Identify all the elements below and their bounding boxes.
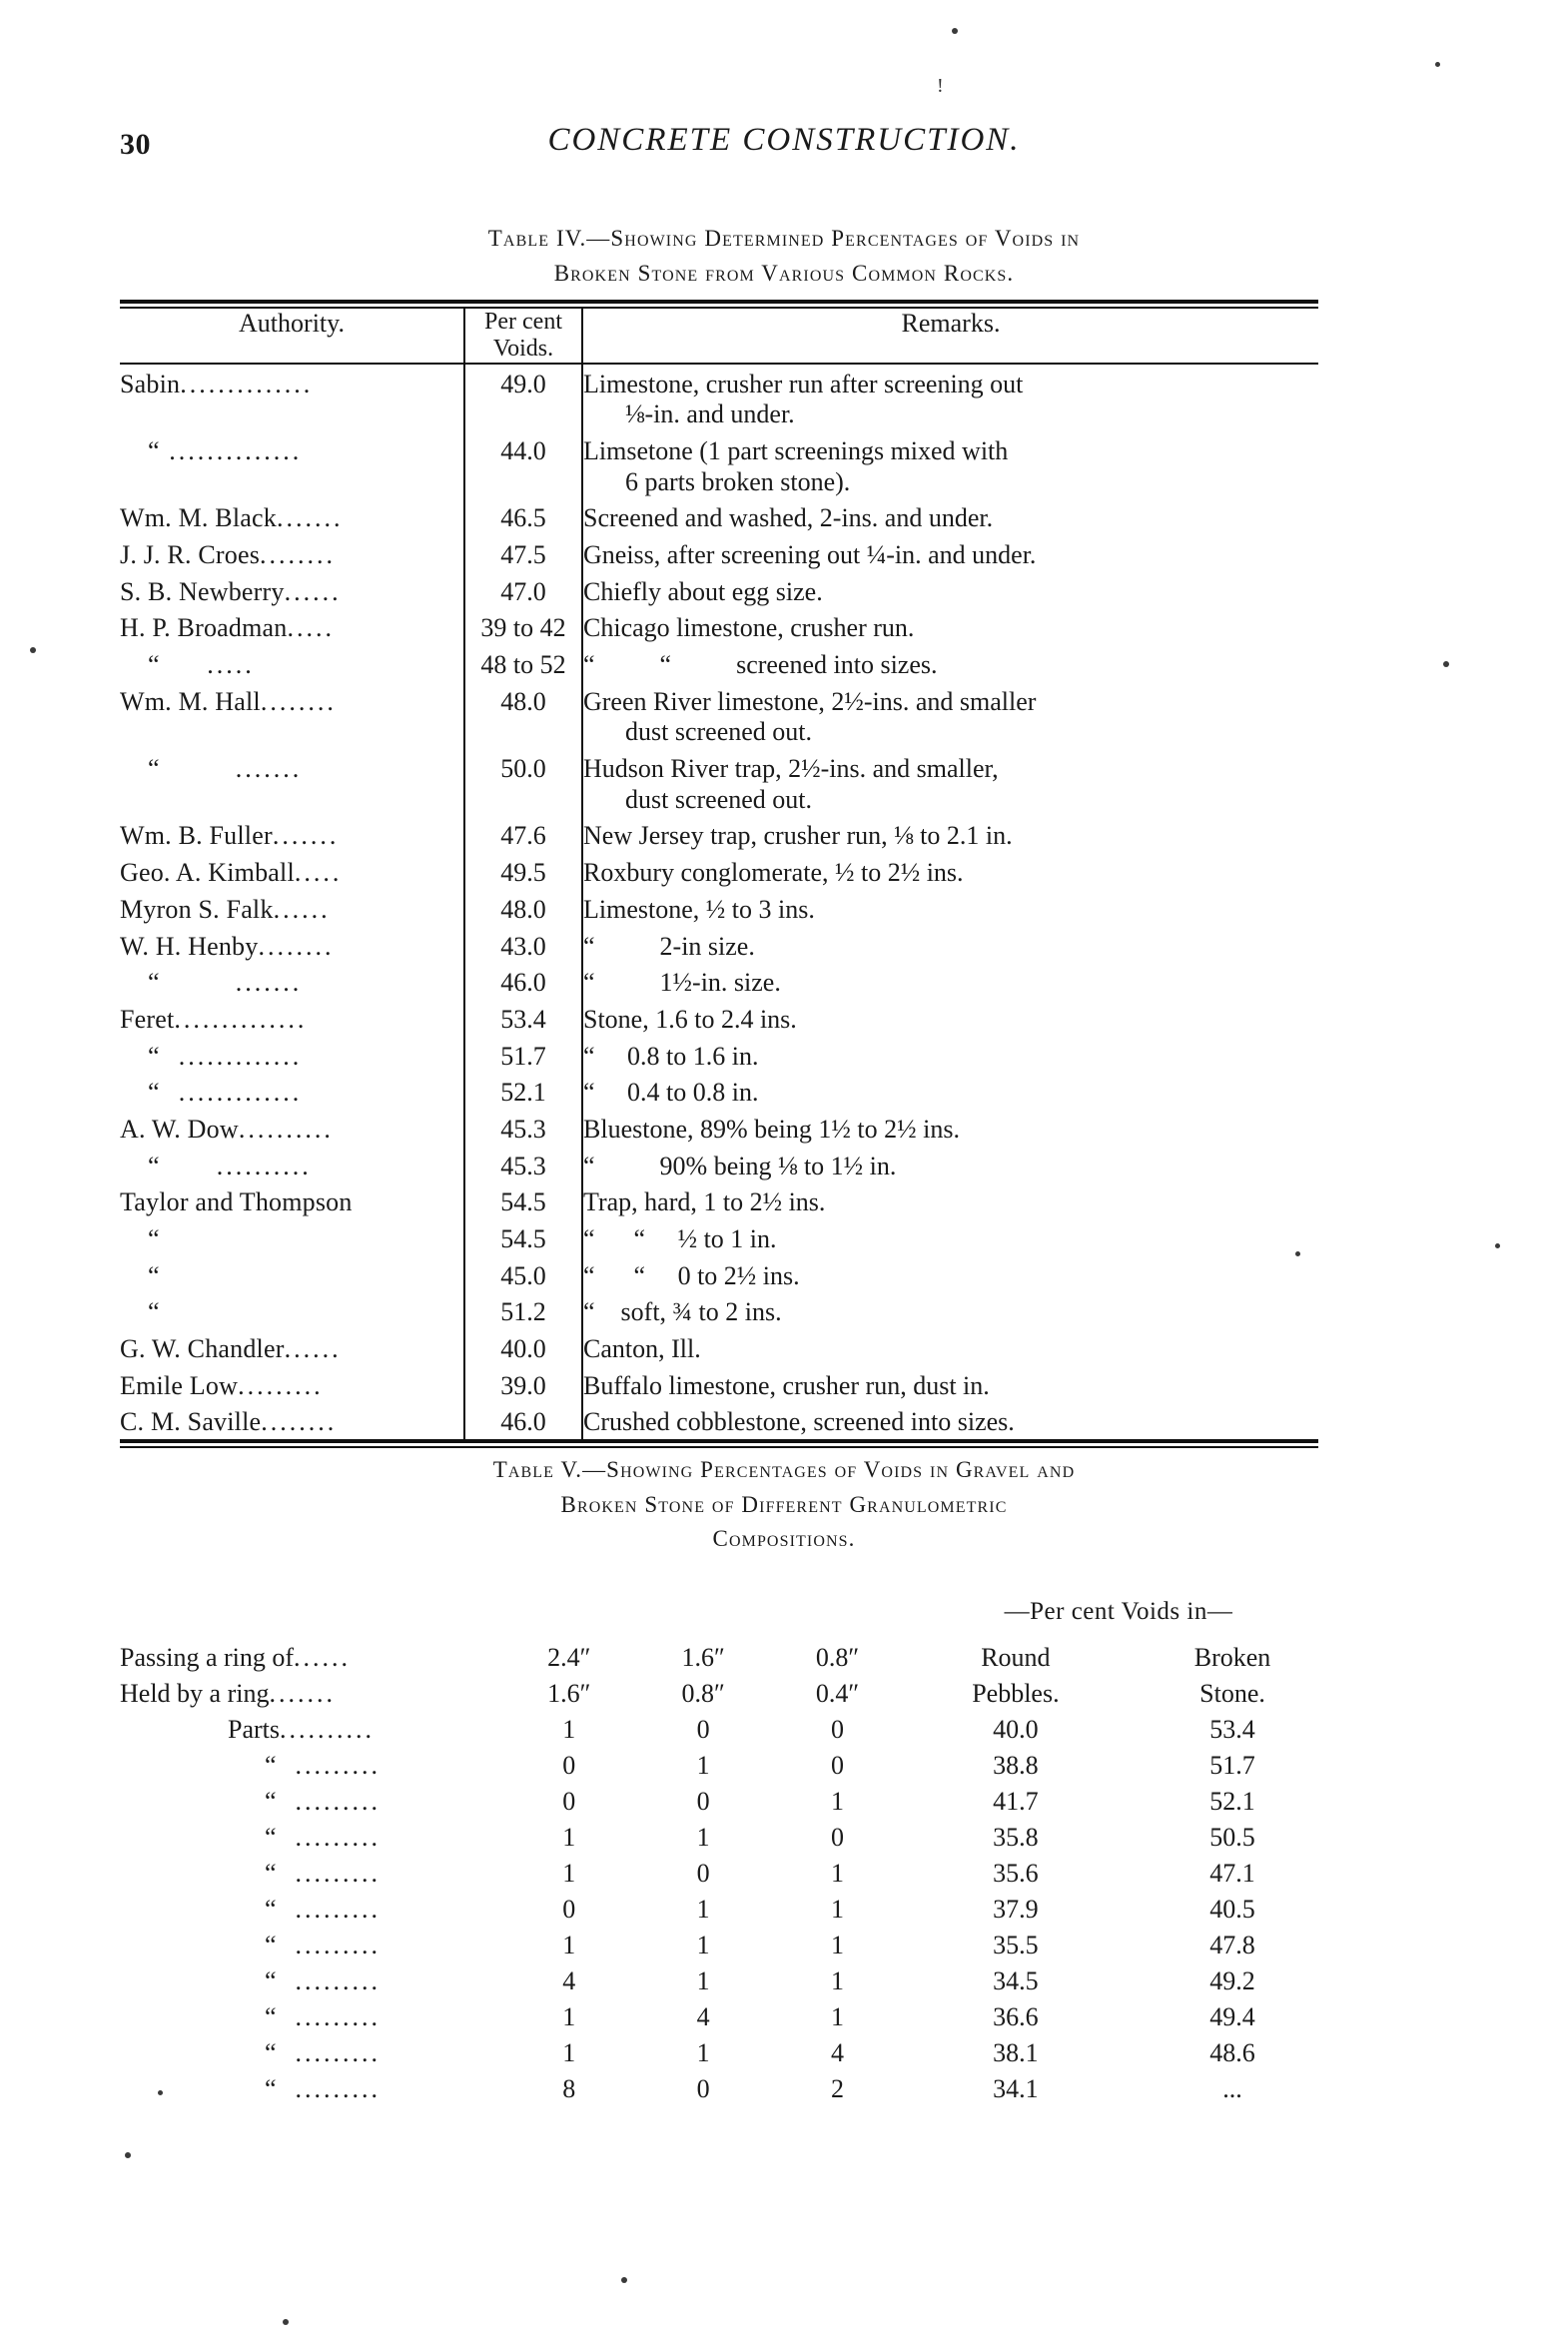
table5-row-label: “ ......... [265,2002,382,2031]
table4-cell-remarks: Gneiss, after screening out ¼-in. and under. [583,540,1037,570]
table4-cell-authority: “ [148,1297,160,1327]
table4-cell-percent: 54.5 [464,1182,582,1219]
speck [1435,62,1440,67]
page-title: CONCRETE CONSTRUCTION. [547,122,1021,158]
table4-cell-percent: 45.3 [464,1147,582,1183]
table4-cell-remarks: Crushed cobblestone, screened into sizes. [583,1407,1015,1437]
table4-cell-authority: Wm. B. Fuller....... [120,821,340,851]
table4-cell-remarks: Limestone, ½ to 3 ins. [583,894,815,924]
table4-header-percent-line2: Voids. [492,335,554,362]
table4-header-percent-line1: Per cent [484,309,562,335]
table4-cell-percent: 48 to 52 [464,645,582,682]
table-row [120,1712,1338,1748]
table4-cell-authority: “ ....... [148,968,303,998]
table4-cell-remarks: Bluestone, 89% being 1½ to 2½ ins. [583,1114,960,1144]
table5-cell-part2: 1 [696,1823,710,1852]
table5-cell-round-pebbles: 34.5 [993,1966,1039,1995]
table-row [120,816,1318,853]
table4-bottom-rule [120,1439,1318,1448]
table-row [120,963,1318,1000]
table4-cell-percent: 50.0 [464,749,582,816]
page-number: 30 [120,128,151,161]
table5-cell-part1: 1 [562,1931,576,1959]
table4-cell-authority: S. B. Newberry...... [120,576,342,606]
table5-cell-part2: 1 [696,2038,710,2067]
table4-cell-percent: 48.0 [464,682,582,749]
table5-cell-part1: 4 [562,1966,576,1995]
table-row [120,1784,1338,1820]
table5-row-label: “ ......... [265,2074,382,2103]
table4-cell-percent: 43.0 [464,927,582,964]
table5-size-passing-2: 1.6″ [681,1643,725,1672]
table5-cell-part3: 4 [831,2038,845,2067]
table5-cell-round-pebbles: 35.8 [993,1823,1039,1852]
table4-cell-percent: 49.5 [464,853,582,890]
table-row [120,1000,1318,1037]
table-row [120,1928,1338,1963]
table5-cell-part3: 0 [831,1751,845,1780]
table5-cell-round-pebbles: 40.0 [993,1715,1039,1744]
table5-caption-line1: Table V.—Showing Percentages of Voids in Gravel and [492,1457,1076,1482]
table4-cell-remarks: “ soft, ¾ to 2 ins. [583,1297,782,1327]
table5-cell-part1: 8 [562,2074,576,2103]
table5-size-held-1: 1.6″ [547,1679,591,1708]
speck [621,2277,627,2283]
table4-cell-percent: 51.2 [464,1292,582,1329]
table4-cell-remarks: Screened and washed, 2-ins. and under. [583,503,994,533]
table-row [120,1219,1318,1256]
table4-cell-authority: “ ..... [148,650,255,680]
table4-cell-remarks: “ 0.4 to 0.8 in. [583,1078,759,1108]
table5-cell-broken-stone: ... [1222,2074,1242,2103]
table4-cell-percent: 40.0 [464,1329,582,1366]
table5-cell-broken-stone: 52.1 [1209,1787,1255,1816]
table4-cell-remarks: “ 0.8 to 1.6 in. [583,1041,759,1071]
table4-cell-authority: Emile Low......... [120,1370,324,1400]
table4-cell-remarks: Chicago limestone, crusher run. [583,613,915,643]
table4-cell-remarks: Stone, 1.6 to 2.4 ins. [583,1004,797,1034]
table5-label-passing: Passing a ring of...... [120,1643,352,1672]
table4-cell-authority: “ ............. [148,1041,303,1071]
table5-cell-round-pebbles: 35.6 [993,1859,1039,1888]
table5-cell-broken-stone: 53.4 [1209,1715,1255,1744]
table4-cell-percent: 54.5 [464,1219,582,1256]
table5-cell-part2: 0 [696,2074,710,2103]
table4-cell-percent: 48.0 [464,890,582,927]
table-row [120,1147,1318,1183]
table-row [120,498,1318,535]
speck [125,2152,131,2158]
table4-caption-line1: Table IV.—Showing Determined Percentages of Voids in [487,226,1081,251]
table-row [120,1110,1318,1147]
table4-cell-authority: “ ............. [148,1078,303,1108]
table-row [120,853,1318,890]
table-row [120,890,1318,927]
table-row [120,2071,1338,2107]
table5-cell-part1: 0 [562,1787,576,1816]
table5-cell-broken-stone: 47.1 [1209,1859,1255,1888]
table4-cell-remarks: Chiefly about egg size. [583,576,823,606]
table5-cell-part2: 1 [696,1751,710,1780]
table5-caption-line3: Compositions. [712,1526,856,1551]
table5-row-label: “ ......... [265,1859,382,1888]
table5-row-label: Parts.......... [228,1715,375,1744]
table5-size-held-3: 0.4″ [815,1679,860,1708]
table4-cell-remarks: Canton, Ill. [583,1333,701,1363]
table-row [120,1892,1338,1928]
table4-cell-percent: 45.0 [464,1256,582,1293]
table4-cell-percent: 46.5 [464,498,582,535]
table4-cell-authority: “ [148,1223,160,1253]
table4-cell-remarks: “ 2-in size. [583,931,755,961]
table5-cell-round-pebbles: 36.6 [993,2002,1039,2031]
table4-cell-authority: “ .............. [148,436,303,466]
table4-grid [120,309,1318,363]
table4-cell-percent: 46.0 [464,1402,582,1439]
table-row [120,1676,1338,1712]
table4-body-grid [120,365,1318,1439]
table5-cell-part2: 0 [696,1859,710,1888]
table5-row-label: “ ......... [265,1823,382,1852]
table-row [120,1366,1318,1403]
table5-cell-part3: 1 [831,1787,845,1816]
table4 [120,300,1318,1448]
table5-col-broken: Broken [1193,1643,1271,1672]
table4-cell-authority: Taylor and Thompson [120,1187,353,1217]
table4-cell-remarks: Hudson River trap, 2½-ins. and smaller, dust screened out. [583,754,999,814]
table5-grid [120,1640,1338,2107]
table4-cell-remarks: Buffalo limestone, crusher run, dust in. [583,1370,990,1400]
table5-row-label: “ ......... [265,1787,382,1816]
table4-top-rule [120,300,1318,309]
table5-cell-part2: 4 [696,2002,710,2031]
table5-col-broken-sub: Stone. [1199,1679,1265,1708]
table-row [120,645,1318,682]
table4-header-authority: Authority. [239,309,345,338]
table-row [120,927,1318,964]
table5-cell-part3: 2 [831,2074,845,2103]
table4-cell-percent: 47.5 [464,535,582,572]
table5-cell-part1: 1 [562,1859,576,1888]
table5-cell-part2: 1 [696,1931,710,1959]
table-row [120,431,1318,498]
table5-cell-broken-stone: 48.6 [1209,2038,1255,2067]
table-row [120,535,1318,572]
table-row [120,572,1318,609]
table5-row-label: “ ......... [265,1751,382,1780]
table5-cell-part3: 1 [831,1966,845,1995]
table5-cell-broken-stone: 40.5 [1209,1895,1255,1924]
table5-cell-part2: 1 [696,1895,710,1924]
table-row [120,365,1318,431]
table5-size-passing-3: 0.8″ [815,1643,860,1672]
table-row [120,1256,1318,1293]
table4-cell-remarks: Roxbury conglomerate, ½ to 2½ ins. [583,858,964,888]
table5-cell-part2: 1 [696,1966,710,1995]
table5-cell-broken-stone: 51.7 [1209,1751,1255,1780]
speck [1443,661,1449,667]
speck [283,2319,289,2325]
table4-cell-percent: 44.0 [464,431,582,498]
table4-cell-authority: J. J. R. Croes........ [120,540,337,570]
table5-cell-part2: 0 [696,1715,710,1744]
table5-row-label: “ ......... [265,1931,382,1959]
table4-cell-percent: 45.3 [464,1110,582,1147]
table4-cell-authority: “ ....... [148,754,303,784]
table4-body [120,365,1318,1439]
table5-cell-part1: 1 [562,1715,576,1744]
table5-row-label: “ ......... [265,1966,382,1995]
table5-cell-round-pebbles: 37.9 [993,1895,1039,1924]
table-row [120,749,1318,816]
table5-label-held: Held by a ring....... [120,1679,336,1708]
table-row [120,1640,1338,1676]
table-row [120,1999,1338,2035]
table4-cell-remarks: “ “ 0 to 2½ ins. [583,1260,800,1290]
table5-size-passing-1: 2.4″ [547,1643,591,1672]
table4-cell-percent: 46.0 [464,963,582,1000]
table4-cell-authority: Myron S. Falk...... [120,894,331,924]
table4-cell-authority: Geo. A. Kimball..... [120,858,343,888]
table5-cell-part1: 1 [562,1823,576,1852]
table4-cell-authority: C. M. Saville........ [120,1407,338,1437]
table5-row-label: “ ......... [265,2038,382,2067]
table5-size-held-2: 0.8″ [681,1679,725,1708]
table-row [120,1329,1318,1366]
speck [952,28,958,34]
table5-caption-line2: Broken Stone of Different Granulometric [560,1491,1008,1517]
table5-cell-round-pebbles: 38.8 [993,1751,1039,1780]
table4-cell-percent: 39.0 [464,1366,582,1403]
table-row [120,1292,1318,1329]
table4-cell-remarks: “ 90% being ⅛ to 1½ in. [583,1151,897,1180]
table5-cell-part1: 0 [562,1895,576,1924]
running-head [0,122,1568,172]
table4-caption-line2: Broken Stone from Various Common Rocks. [553,260,1015,286]
table4-cell-percent: 53.4 [464,1000,582,1037]
table4-cell-percent: 47.0 [464,572,582,609]
table4-cell-percent: 49.0 [464,365,582,431]
table4-cell-authority: “ [148,1260,160,1290]
speck [30,647,36,653]
table4-cell-remarks: Green River limestone, 2½-ins. and smaller dust screened out. [583,686,1037,747]
table4-cell-authority: Wm. M. Hall........ [120,686,337,716]
page-tick-mark: ! [937,75,944,97]
table-row [120,1748,1338,1784]
table4-cell-remarks: Limestone, crusher run after screening out ⅛-in. and under. [583,369,1024,429]
table5-cell-part1: 0 [562,1751,576,1780]
table4-cell-authority: A. W. Dow.......... [120,1114,334,1144]
table5-cell-part3: 0 [831,1823,845,1852]
table5-cell-part3: 1 [831,2002,845,2031]
table5-cell-part3: 1 [831,1931,845,1959]
table-row [120,1182,1318,1219]
table4-cell-remarks: “ 1½-in. size. [583,968,781,998]
table4-cell-authority: W. H. Henby........ [120,931,335,961]
table4-header-remarks: Remarks. [901,309,1001,338]
table5-cell-broken-stone: 47.8 [1209,1931,1255,1959]
table5-cell-round-pebbles: 38.1 [993,2038,1039,2067]
table5-body [120,1640,1338,2107]
table5-col-round-sub: Pebbles. [972,1679,1060,1708]
table5-voids-header: —Per cent Voids in— [1004,1598,1233,1625]
table5-cell-broken-stone: 50.5 [1209,1823,1255,1852]
table5-cell-broken-stone: 49.2 [1209,1966,1255,1995]
table4-cell-percent: 39 to 42 [464,608,582,645]
table4-cell-authority: Feret.............. [120,1004,308,1034]
table4-cell-authority: G. W. Chandler...... [120,1333,342,1363]
table5-cell-round-pebbles: 41.7 [993,1787,1039,1816]
table-row [120,2035,1338,2071]
table5-cell-part3: 1 [831,1859,845,1888]
table5-cell-broken-stone: 49.4 [1209,2002,1255,2031]
table4-cell-authority: “ .......... [148,1151,312,1180]
table4-cell-authority: Wm. M. Black....... [120,503,344,533]
table-row [120,1963,1338,1999]
table5-cell-part1: 1 [562,2002,576,2031]
table4-cell-remarks: Limsetone (1 part screenings mixed with 6 parts broken stone). [583,436,1009,496]
table4-header-percent [464,309,582,363]
table5-cell-round-pebbles: 35.5 [993,1931,1039,1959]
table4-caption [160,222,1408,291]
table5-cell-round-pebbles: 34.1 [993,2074,1039,2103]
table-row [120,1037,1318,1074]
table-row [120,1856,1338,1892]
table-row [120,1820,1338,1856]
table5-cell-part3: 1 [831,1895,845,1924]
table-row [120,682,1318,749]
table4-cell-remarks: Trap, hard, 1 to 2½ ins. [583,1187,826,1217]
table5-cell-part1: 1 [562,2038,576,2067]
table4-cell-percent: 47.6 [464,816,582,853]
table-row [120,608,1318,645]
speck [1495,1243,1500,1248]
table-row [120,1073,1318,1110]
table4-cell-percent: 51.7 [464,1037,582,1074]
table5-caption [160,1453,1408,1557]
table4-cell-percent: 52.1 [464,1073,582,1110]
table5-cell-part2: 0 [696,1787,710,1816]
table4-cell-authority: Sabin.............. [120,369,314,398]
table4-header [120,309,1318,363]
table4-cell-remarks: New Jersey trap, crusher run, ⅛ to 2.1 in. [583,821,1013,851]
table4-cell-authority: H. P. Broadman..... [120,613,335,643]
table4-cell-remarks: “ “ screened into sizes. [583,650,938,680]
table5-cell-part3: 0 [831,1715,845,1744]
table-row [120,1402,1318,1439]
table5-col-round: Round [981,1643,1051,1672]
table4-cell-remarks: “ “ ½ to 1 in. [583,1223,777,1253]
table5-row-label: “ ......... [265,1895,382,1924]
